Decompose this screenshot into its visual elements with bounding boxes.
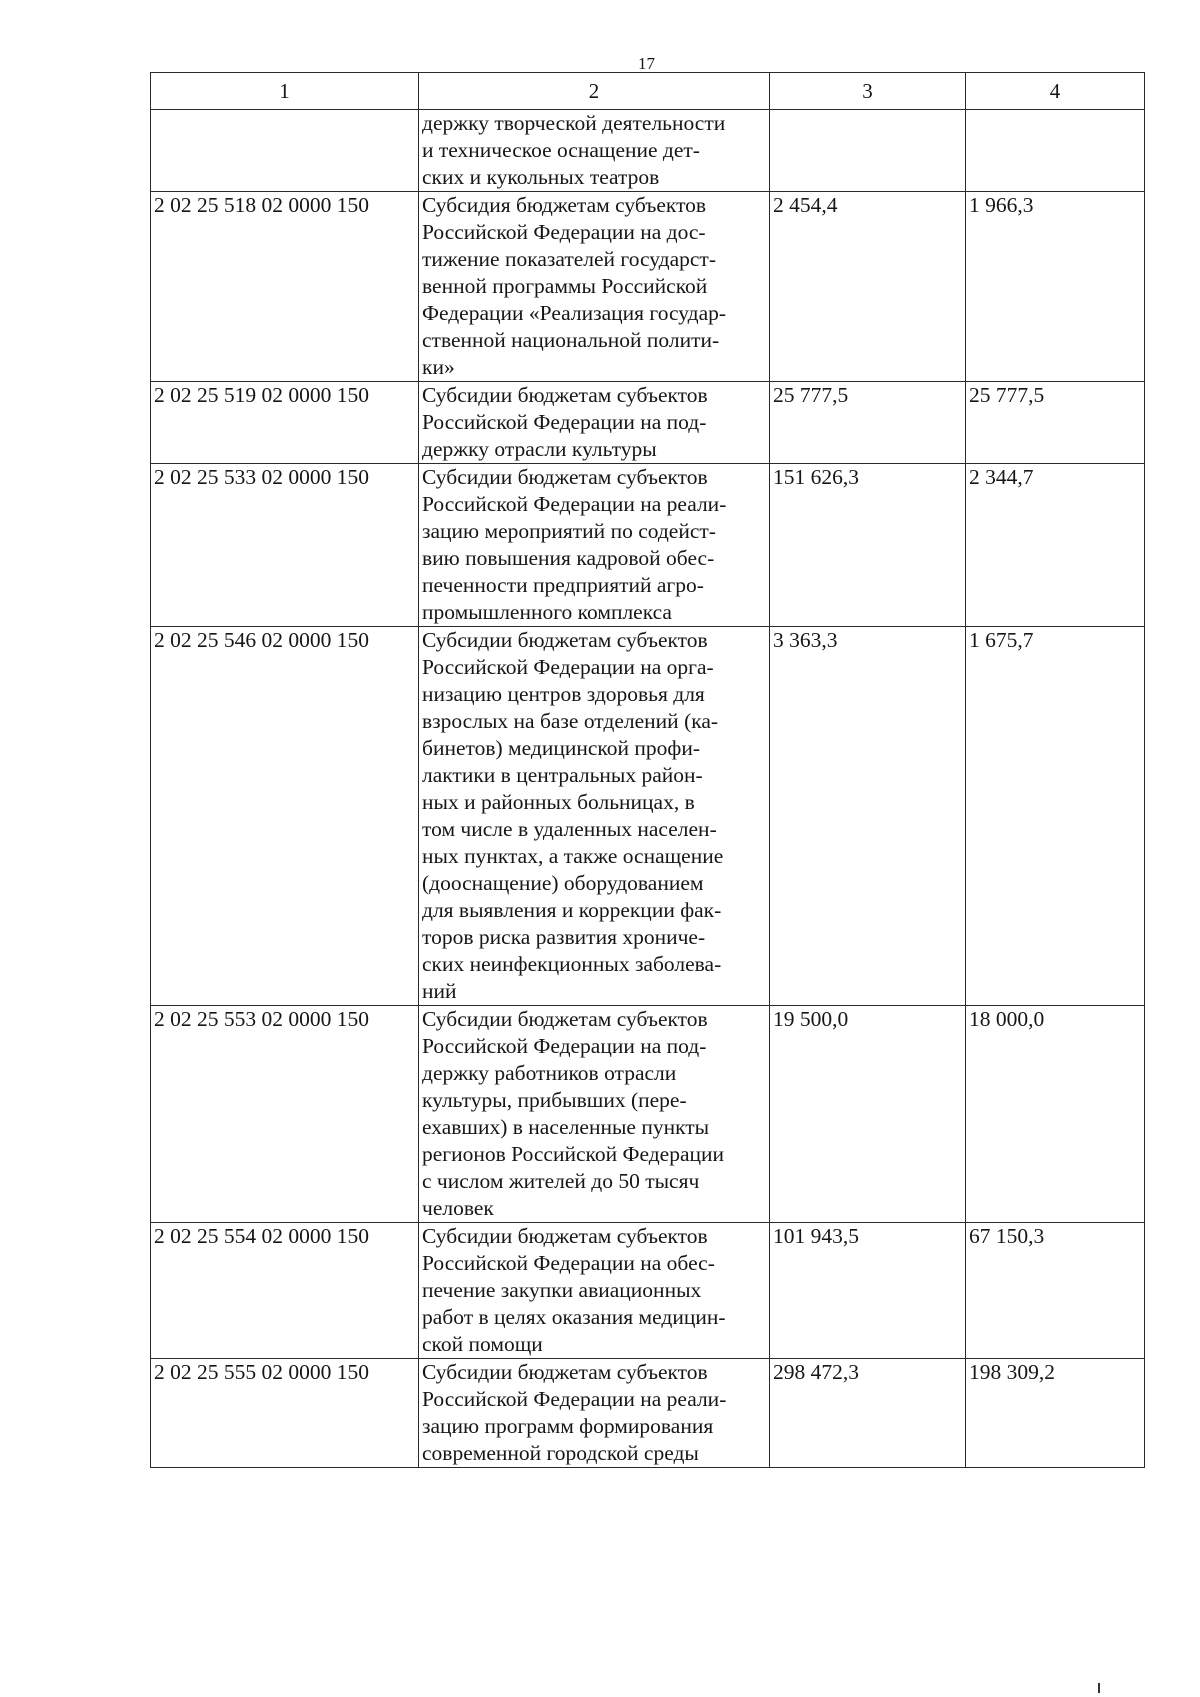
table-row bbox=[151, 192, 1145, 382]
description-line: Российской Федерации на под- bbox=[422, 1034, 707, 1058]
table-row bbox=[151, 382, 1145, 464]
table-row bbox=[151, 110, 1145, 192]
description-line: печение закупки авиационных bbox=[422, 1278, 702, 1302]
column-header-3: 3 bbox=[770, 73, 966, 110]
budget-code-cell: 2 02 25 518 02 0000 150 bbox=[151, 192, 419, 382]
description-line: (дооснащение) оборудованием bbox=[422, 871, 704, 895]
description-line: Российской Федерации на обес- bbox=[422, 1251, 715, 1275]
amount-col4-cell: 67 150,3 bbox=[966, 1223, 1145, 1359]
description-line: держку творческой деятельности bbox=[422, 111, 726, 135]
budget-table bbox=[150, 72, 1145, 1468]
table-row bbox=[151, 1359, 1145, 1468]
description-line: печенности предприятий агро- bbox=[422, 573, 704, 597]
description-line: Субсидия бюджетам субъектов bbox=[422, 193, 707, 217]
description-line: венной программы Российской bbox=[422, 274, 708, 298]
description-line: торов риска развития хрониче- bbox=[422, 925, 706, 949]
description-line: Федерации «Реализация государ- bbox=[422, 301, 727, 325]
column-header-1: 1 bbox=[151, 73, 419, 110]
description-line: лактики в центральных район- bbox=[422, 763, 703, 787]
amount-col3-cell: 3 363,3 bbox=[770, 627, 966, 1006]
description-cell bbox=[419, 627, 770, 1006]
amount-col3-cell: 25 777,5 bbox=[770, 382, 966, 464]
description-line: Субсидии бюджетам субъектов bbox=[422, 1360, 708, 1384]
description-line: для выявления и коррекции фак- bbox=[422, 898, 722, 922]
table-body bbox=[151, 110, 1145, 1468]
description-line: ехавших) в населенные пункты bbox=[422, 1115, 710, 1139]
description-cell bbox=[419, 464, 770, 627]
description-line: Субсидии бюджетам субъектов bbox=[422, 1224, 708, 1248]
description-line: ний bbox=[422, 979, 457, 1003]
description-line: держку отрасли культуры bbox=[422, 437, 657, 461]
description-line: человек bbox=[422, 1196, 494, 1220]
amount-col3-cell: 101 943,5 bbox=[770, 1223, 966, 1359]
description-cell bbox=[419, 110, 770, 192]
description-line: ской помощи bbox=[422, 1332, 543, 1356]
description-line: зацию мероприятий по содейст- bbox=[422, 519, 716, 543]
budget-code-cell: 2 02 25 533 02 0000 150 bbox=[151, 464, 419, 627]
table-row bbox=[151, 464, 1145, 627]
budget-code-cell: 2 02 25 546 02 0000 150 bbox=[151, 627, 419, 1006]
column-header-4: 4 bbox=[966, 73, 1145, 110]
description-line: культуры, прибывших (пере- bbox=[422, 1088, 687, 1112]
description-line: держку работников отрасли bbox=[422, 1061, 677, 1085]
amount-col3-cell: 2 454,4 bbox=[770, 192, 966, 382]
description-line: бинетов) медицинской профи- bbox=[422, 736, 700, 760]
amount-col3-cell: 19 500,0 bbox=[770, 1006, 966, 1223]
amount-col4-cell: 198 309,2 bbox=[966, 1359, 1145, 1468]
description-line: Российской Федерации на реали- bbox=[422, 492, 727, 516]
description-line: и техническое оснащение дет- bbox=[422, 138, 700, 162]
amount-col3-cell bbox=[770, 110, 966, 192]
amount-col4-cell: 1 966,3 bbox=[966, 192, 1145, 382]
description-line: современной городской среды bbox=[422, 1441, 699, 1465]
description-cell bbox=[419, 192, 770, 382]
amount-col3-cell: 298 472,3 bbox=[770, 1359, 966, 1468]
description-cell bbox=[419, 1359, 770, 1468]
page-number: 17 bbox=[638, 54, 655, 73]
budget-code-cell: 2 02 25 553 02 0000 150 bbox=[151, 1006, 419, 1223]
description-line: взрослых на базе отделений (ка- bbox=[422, 709, 719, 733]
header-row bbox=[151, 73, 1145, 110]
description-line: зацию программ формирования bbox=[422, 1414, 714, 1438]
table-header bbox=[151, 73, 1145, 110]
budget-code-cell bbox=[151, 110, 419, 192]
budget-code-cell: 2 02 25 555 02 0000 150 bbox=[151, 1359, 419, 1468]
description-line: тижение показателей государст- bbox=[422, 247, 716, 271]
amount-col4-cell: 18 000,0 bbox=[966, 1006, 1145, 1223]
table-row bbox=[151, 1223, 1145, 1359]
description-line: регионов Российской Федерации bbox=[422, 1142, 725, 1166]
description-line: ских неинфекционных заболева- bbox=[422, 952, 722, 976]
amount-col4-cell: 2 344,7 bbox=[966, 464, 1145, 627]
description-line: промышленного комплекса bbox=[422, 600, 672, 624]
amount-col4-cell: 1 675,7 bbox=[966, 627, 1145, 1006]
amount-col4-cell bbox=[966, 110, 1145, 192]
description-line: том числе в удаленных населен- bbox=[422, 817, 717, 841]
description-line: низацию центров здоровья для bbox=[422, 682, 705, 706]
scan-mark bbox=[1098, 1683, 1100, 1693]
description-cell bbox=[419, 382, 770, 464]
description-line: Российской Федерации на орга- bbox=[422, 655, 714, 679]
description-line: Российской Федерации на реали- bbox=[422, 1387, 727, 1411]
budget-code-cell: 2 02 25 519 02 0000 150 bbox=[151, 382, 419, 464]
description-line: ных и районных больницах, в bbox=[422, 790, 695, 814]
table-row bbox=[151, 627, 1145, 1006]
description-line: Субсидии бюджетам субъектов bbox=[422, 465, 708, 489]
description-line: ственной национальной полити- bbox=[422, 328, 720, 352]
description-cell bbox=[419, 1006, 770, 1223]
description-line: Субсидии бюджетам субъектов bbox=[422, 1007, 708, 1031]
description-line: Российской Федерации на дос- bbox=[422, 220, 706, 244]
column-header-2: 2 bbox=[419, 73, 770, 110]
description-cell bbox=[419, 1223, 770, 1359]
description-line: ных пунктах, а также оснащение bbox=[422, 844, 724, 868]
description-line: ских и кукольных театров bbox=[422, 165, 660, 189]
description-line: Субсидии бюджетам субъектов bbox=[422, 383, 708, 407]
description-line: Субсидии бюджетам субъектов bbox=[422, 628, 708, 652]
budget-code-cell: 2 02 25 554 02 0000 150 bbox=[151, 1223, 419, 1359]
amount-col4-cell: 25 777,5 bbox=[966, 382, 1145, 464]
description-line: вию повышения кадровой обес- bbox=[422, 546, 715, 570]
description-line: с числом жителей до 50 тысяч bbox=[422, 1169, 700, 1193]
description-line: работ в целях оказания медицин- bbox=[422, 1305, 726, 1329]
description-line: ки» bbox=[422, 355, 455, 379]
table-row bbox=[151, 1006, 1145, 1223]
description-line: Российской Федерации на под- bbox=[422, 410, 707, 434]
amount-col3-cell: 151 626,3 bbox=[770, 464, 966, 627]
